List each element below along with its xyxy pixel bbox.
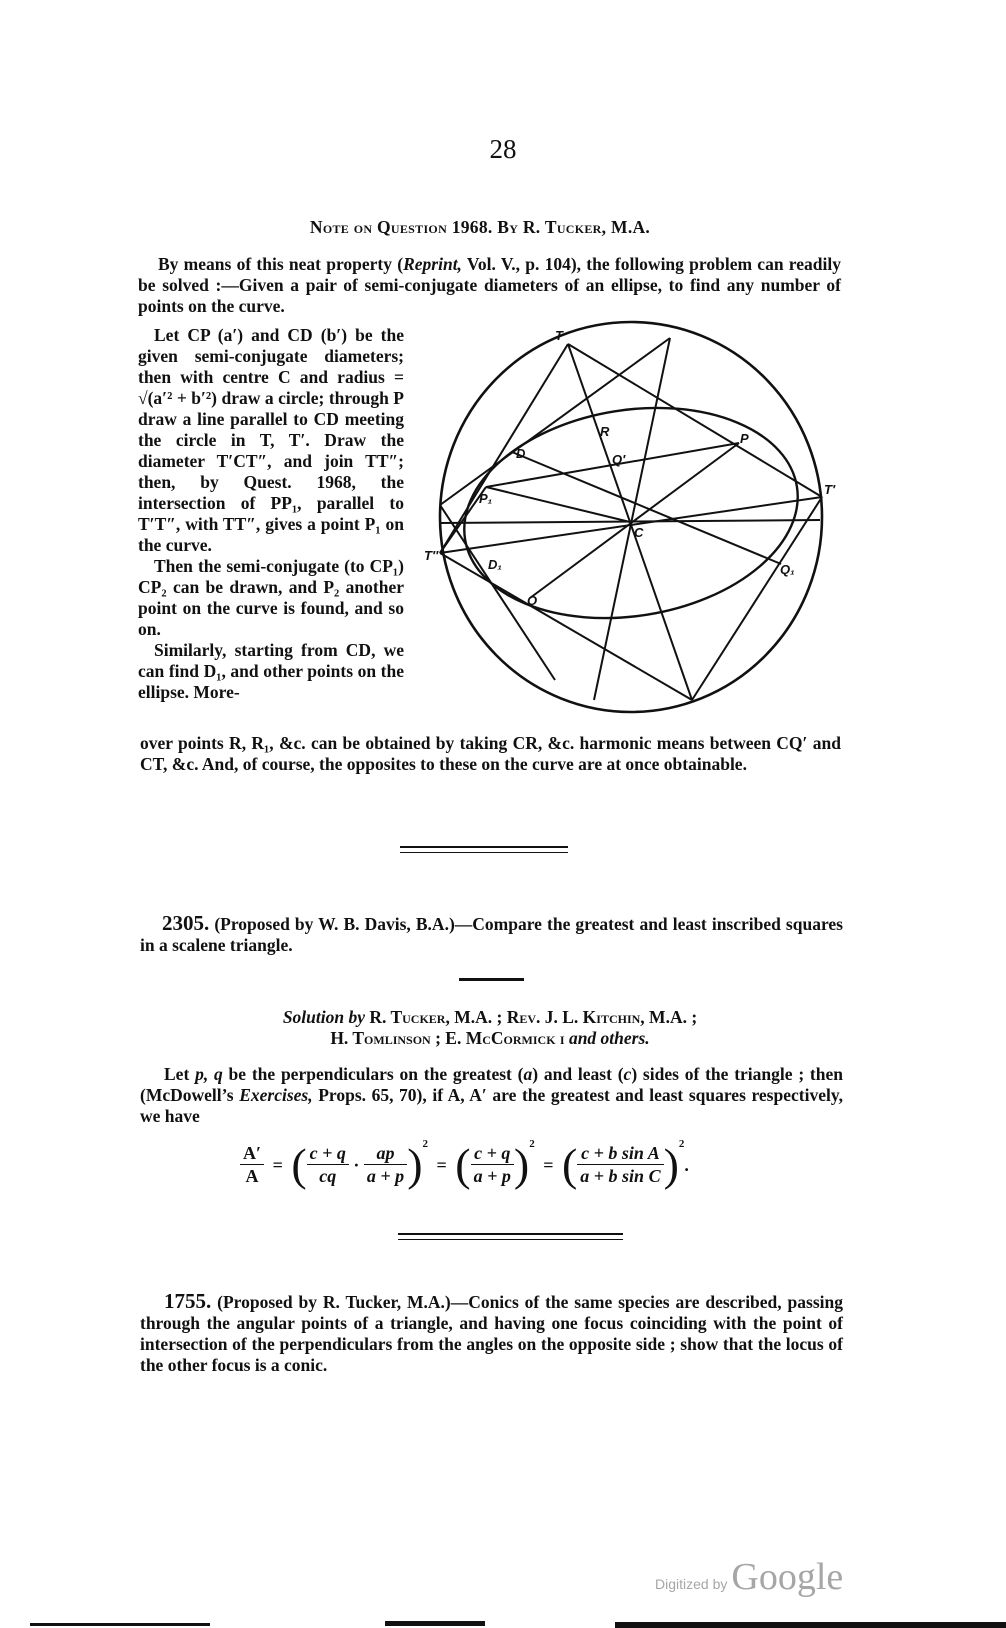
body-text: Let xyxy=(164,1064,196,1084)
line-top2-bottom xyxy=(594,338,670,700)
fraction-3 xyxy=(471,1142,514,1187)
divider-rule xyxy=(400,852,568,855)
body-italic: Exercises, xyxy=(239,1085,313,1105)
question-number: 1755. xyxy=(164,1289,212,1313)
intro-text-2: Vol. V., p. 104), the following problem can readily be solved :—Given a pair of semi-conjugate diameters of an ellipse, to find any number of points on the curve. xyxy=(138,254,841,316)
denominator: a + b sin C xyxy=(580,1166,661,1187)
fraction-4 xyxy=(577,1142,663,1187)
question-number: 2305. xyxy=(162,911,210,935)
note-tail-text: over points R, R₁, &c. can be obtained by taking CR, &c. harmonic means between CQ′ and CT, &c. And, of course, the opposites to these on the curve are at once obtainable. xyxy=(140,733,841,774)
section-divider xyxy=(398,1233,623,1242)
equals: = xyxy=(436,1154,447,1175)
denominator: A xyxy=(245,1166,259,1187)
paren-close: ) xyxy=(407,1138,423,1190)
ellipse-construction-figure xyxy=(0,0,1006,760)
note-paragraph: Then the semi-conjugate (to CP₁) CP₂ can be drawn, and P₂ another point on the curve is found, and so on. xyxy=(138,556,404,639)
exponent: 2 xyxy=(529,1138,535,1150)
label-Qprime: Q′ xyxy=(612,452,626,467)
fraction-lhs xyxy=(240,1142,264,1187)
numerator: ap xyxy=(364,1142,407,1165)
paren-close: ) xyxy=(663,1138,679,1190)
line-T-Tp xyxy=(568,344,822,497)
body-italic: c xyxy=(623,1064,632,1084)
paren-close: ) xyxy=(513,1138,530,1190)
page-number: 28 xyxy=(489,134,517,164)
divider-rule xyxy=(398,1239,623,1242)
denominator: a + p xyxy=(366,1166,405,1187)
label-P: P xyxy=(740,431,749,446)
short-divider xyxy=(459,978,524,981)
line-Tpp-bottom xyxy=(440,553,692,700)
formula xyxy=(240,1133,760,1203)
line-top2-left xyxy=(440,338,670,505)
body-italic: a xyxy=(523,1064,533,1084)
body-text: Props. 65, 70), if A, A′ are the greatest and least squares respectively, we have xyxy=(140,1085,843,1126)
note-heading: Note on Question 1968. By R. Tucker, M.A. xyxy=(309,217,651,237)
question-text: (Proposed by W. B. Davis, B.A.)—Compare the greatest and least inscribed squares in a scalene triangle. xyxy=(140,914,843,955)
numerator: c + b sin A xyxy=(577,1142,663,1165)
solution-label: Solution by xyxy=(282,1007,366,1027)
question-2305 xyxy=(140,913,843,956)
solvers-1: R. Tucker, M.A. ; Rev. J. L. Kitchin, M.A. ; xyxy=(365,1007,698,1027)
intro-text-1: By means of this neat property ( xyxy=(158,254,404,274)
fraction-1 xyxy=(307,1142,349,1187)
watermark-digitized: Digitized by xyxy=(655,1576,728,1592)
scan-edge-bar xyxy=(385,1621,485,1626)
denominator: a + p xyxy=(473,1166,511,1187)
note-tail xyxy=(140,733,841,775)
equals: = xyxy=(272,1154,283,1175)
section-divider xyxy=(400,846,568,855)
fraction-2 xyxy=(364,1142,407,1187)
denominator: cq xyxy=(319,1166,337,1187)
intro-reprint: Reprint, xyxy=(403,254,462,274)
google-watermark xyxy=(655,1555,843,1599)
solvers-line-1 xyxy=(150,1007,830,1028)
paren-open: ( xyxy=(455,1138,471,1190)
numerator: c + q xyxy=(471,1142,514,1165)
label-Tpp: T″ xyxy=(424,548,439,563)
paren-open: ( xyxy=(291,1138,307,1190)
label-C: C xyxy=(634,525,644,540)
note-paragraph: Similarly, starting from CD, we can find D₁, and other points on the ellipse. More- xyxy=(138,640,404,702)
label-T: T xyxy=(555,328,563,343)
label-D1: D₁ xyxy=(488,557,502,572)
note-paragraph: Let CP (a′) and CD (b′) be the given semi-conjugate diameters; then with centre C and radius = √(a′² + b′²) draw a circle; through P draw a line parallel to CD meeting the circle in T, T′. Draw the diameter T′CT″, and join TT″; then, by Quest. 1968, the intersection of PP₁, parallel to T′T″, with TT″, gives a point P₁ on the curve. xyxy=(138,325,404,555)
scan-edge-bar xyxy=(30,1623,210,1626)
exponent: 2 xyxy=(678,1138,685,1150)
equals: = xyxy=(543,1154,554,1175)
label-Tp: T′ xyxy=(824,482,836,497)
paren-open: ( xyxy=(561,1138,578,1190)
numerator: A′ xyxy=(240,1142,264,1165)
body-text: ) and least ( xyxy=(532,1064,624,1084)
numerator: c + q xyxy=(307,1142,349,1165)
question-text: (Proposed by R. Tucker, M.A.)—Conics of the same species are described, passing through the angular points of a triangle, and having one focus coinciding with the point of intersection of the perpendiculars from the angles on the opposite side ; show that the locus of the other focus is a conic. xyxy=(140,1292,843,1375)
and-others: and others. xyxy=(568,1028,650,1048)
label-P1: P₁ xyxy=(479,491,493,506)
line-Tpp-Tp xyxy=(440,497,822,553)
question-1755 xyxy=(140,1291,843,1376)
label-Q1: Q₁ xyxy=(780,562,795,577)
line-Tp-bottom xyxy=(692,497,822,700)
circle xyxy=(440,322,822,712)
label-D: D xyxy=(516,446,526,461)
body-text: ) sides of the triangle ; then (McDowell’s xyxy=(140,1064,843,1105)
body-text: be the perpendiculars on the greatest ( xyxy=(222,1064,524,1084)
solvers-2: H. Tomlinson ; E. McCormick i xyxy=(330,1028,569,1048)
exponent: 2 xyxy=(422,1138,429,1150)
watermark-google-logo: Google xyxy=(731,1556,844,1598)
dot: · xyxy=(353,1154,360,1175)
body-italic: p, q xyxy=(195,1064,223,1084)
solution-by xyxy=(150,1007,830,1049)
label-Q: Q xyxy=(527,593,538,608)
period: . xyxy=(684,1154,689,1175)
solvers-line-2 xyxy=(150,1028,830,1049)
scan-edge-bar xyxy=(615,1622,1006,1628)
label-R: R xyxy=(600,424,610,439)
solution-body xyxy=(140,1064,843,1127)
